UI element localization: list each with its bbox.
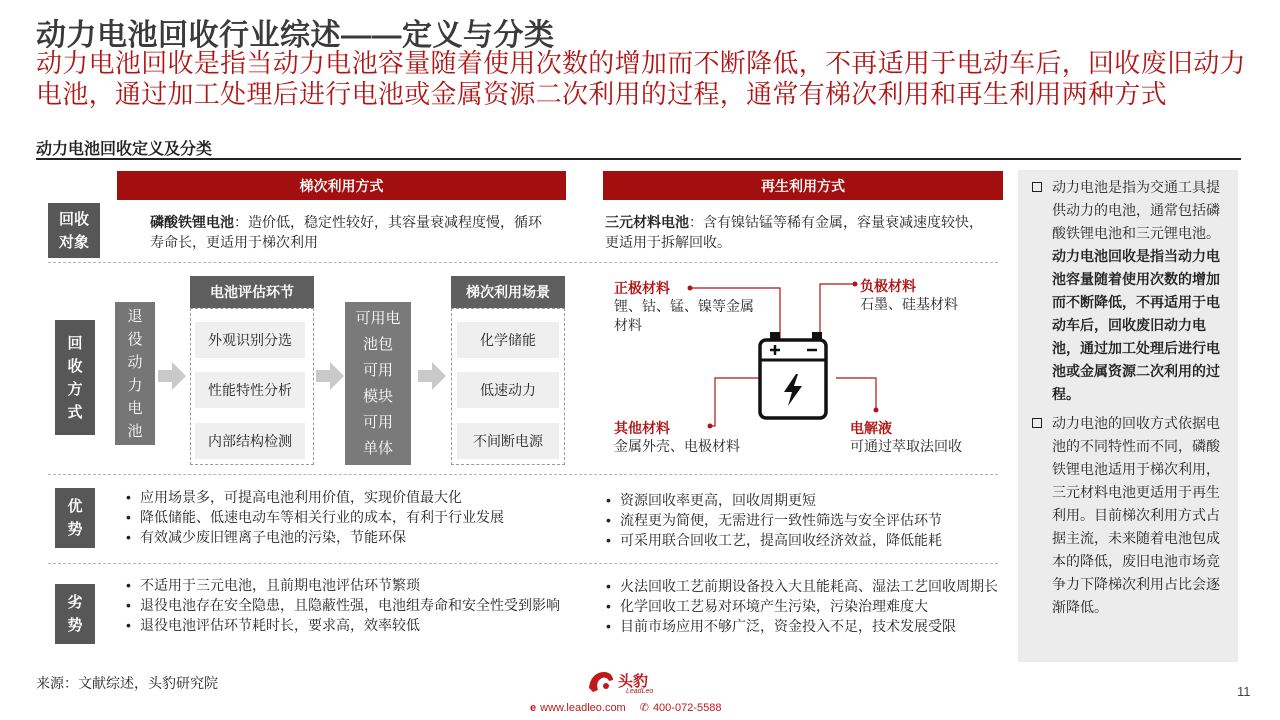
cascade-advantages-list: [120, 487, 580, 547]
connector-line: [690, 288, 780, 340]
row-label-char: 式: [67, 403, 83, 421]
row-label-char: 势: [67, 617, 83, 634]
list-item: • 化学回收工艺易对环境产生污染，污染治理难度大: [600, 596, 1012, 616]
phone-icon: ✆: [639, 702, 649, 714]
list-item: • 目前市场应用不够广泛，资金投入不足，技术发展受限: [600, 616, 1012, 636]
list-item: • 资源回收率更高，回收周期更短: [600, 490, 1010, 510]
row-label-recycle-target: [48, 203, 100, 258]
evaluation-item: 性能特性分析: [195, 372, 305, 408]
page-subtitle: 动力电池回收是指当动力电池容量随着使用次数的增加而不断降低，不再适用于电动车后，回收废旧动力电池，通过加工处理后进行电池或金属资源二次利用的过程，通常有梯次利用和再生利用两种方式: [36, 48, 1246, 109]
section-divider: [36, 158, 1241, 160]
sidebar-paragraph: [1032, 412, 1232, 619]
electrolyte-label: 电解液: [850, 420, 892, 436]
usable-line: 单体: [362, 439, 393, 457]
retired-char: 动: [127, 353, 143, 371]
row-label-line: 对象: [58, 233, 89, 251]
list-item: • 退役电池存在安全隐患，且隐蔽性强，电池组寿命和安全性受到影响: [120, 595, 580, 615]
sidebar-text: 动力电池的回收方式依据电池的不同特性而不同，磷酸铁锂电池适用于梯次利用，三元材料电池更适用于再生利用。目前梯次利用方式占据主流，未来随着电池包成本的降低，废旧电池市场竞争力下降梯次利用占比会逐渐降低。: [1052, 415, 1220, 615]
list-item: • 有效减少废旧锂离子电池的污染，节能环保: [120, 527, 580, 547]
flow-arrow-icon: [316, 362, 346, 390]
sidebar-text: 动力电池是指为交通工具提供动力的电池，通常包括磷酸铁锂电池和三元锂电池。: [1052, 179, 1220, 241]
connector-line: [820, 284, 855, 340]
lfp-name: 磷酸铁锂电池: [150, 214, 234, 230]
cascade-use-header: 梯次利用方式: [117, 171, 566, 200]
evaluation-header: 电池评估环节: [190, 276, 314, 308]
contact-info: [530, 701, 721, 714]
list-item: • 退役电池评估环节耗时长，要求高，效率较低: [120, 615, 580, 635]
retired-char: 退: [127, 307, 143, 325]
retired-char: 役: [127, 330, 143, 348]
electrolyte-desc: 可通过萃取法回收: [850, 438, 962, 454]
list-item: • 火法回收工艺前期设备投入大且能耗高、湿法工艺回收周期长: [600, 576, 1012, 596]
row-label-disadvantages: [55, 584, 95, 644]
ncm-text: ：含有镍钴锰等稀有金属，容量衰减速度较快，更适用于拆解回收。: [605, 214, 983, 250]
row-divider: [48, 563, 998, 564]
retired-char: 力: [127, 376, 143, 394]
list-item: • 降低储能、低速电动车等相关行业的成本，有利于行业发展: [120, 507, 580, 527]
usable-battery-box: [345, 302, 411, 465]
cathode-label: 正极材料: [614, 280, 670, 296]
checkbox-bullet-icon: [1032, 418, 1042, 428]
list-item: • 应用场景多，可提高电池利用价值，实现价值最大化: [120, 487, 580, 507]
leopard-logo-icon: [586, 668, 616, 696]
retired-char: 电: [127, 399, 143, 417]
evaluation-item: 内部结构检测: [195, 423, 305, 459]
anode-label: 负极材料: [860, 278, 916, 294]
row-label-char: 势: [67, 521, 83, 538]
cascade-disadvantages-list: [120, 575, 580, 635]
flow-arrow-icon: [418, 362, 448, 390]
website-link[interactable]: www.leadleo.com: [540, 701, 626, 714]
sidebar-bold-text: 动力电池回收是指当动力电池容量随着使用次数的增加而不断降低，不再适用于电动车后，回收废旧动力电池，通过加工处理后进行电池或金属资源二次利用的过程。: [1052, 248, 1220, 402]
row-label-char: 优: [67, 498, 83, 515]
row-divider: [48, 474, 998, 475]
usable-line: 可用电: [355, 309, 401, 327]
connector-line: [710, 378, 760, 426]
row-label-char: 收: [67, 357, 83, 375]
connector-dot: [688, 286, 693, 291]
list-item: • 可采用联合回收工艺，提高回收经济效益，降低能耗: [600, 530, 1010, 550]
row-label-char: 回: [67, 334, 83, 352]
page-number: 11: [1237, 684, 1251, 699]
usable-line: 可用: [362, 413, 393, 431]
scene-item: 化学储能: [457, 322, 559, 358]
list-item: • 流程更为简便，无需进行一致性筛选与安全评估环节: [600, 510, 1010, 530]
ncm-description: [605, 212, 995, 252]
source-note: 来源：文献综述，头豹研究院: [36, 675, 218, 691]
connector-dot: [874, 408, 879, 413]
connector-line: [836, 378, 876, 410]
battery-diagram: [600, 270, 1000, 440]
flow-arrow-icon: [158, 362, 188, 390]
logo-english: LeadLeo: [626, 688, 654, 695]
lfp-description: [150, 212, 550, 252]
cathode-desc: 锂、钴、锰、镍等金属材料: [614, 298, 754, 333]
scene-item: 不间断电源: [457, 423, 559, 459]
battery-icon: [760, 332, 826, 418]
other-material-desc: 金属外壳、电极材料: [614, 438, 740, 454]
phone-number: 400-072-5588: [652, 701, 722, 714]
page-title: 动力电池回收行业综述——定义与分类: [36, 19, 555, 52]
section-title: 动力电池回收定义及分类: [36, 141, 213, 158]
row-label-advantages: [55, 488, 95, 548]
anode-desc: 石墨、硅基材料: [860, 296, 958, 312]
row-label-char: 劣: [67, 594, 83, 611]
list-item: • 不适用于三元电池，且前期电池评估环节繁琐: [120, 575, 580, 595]
recycling-advantages-list: [600, 490, 1010, 550]
web-icon: e: [530, 701, 537, 714]
scene-item: 低速动力: [457, 372, 559, 408]
recycling-disadvantages-list: [600, 576, 1012, 636]
sidebar-summary: [1018, 170, 1238, 662]
connector-dot: [708, 424, 713, 429]
row-label-char: 方: [67, 380, 83, 398]
row-divider: [48, 262, 998, 263]
usable-line: 模块: [362, 387, 393, 405]
checkbox-bullet-icon: [1032, 182, 1042, 192]
retired-battery-box: [115, 302, 155, 445]
lfp-text: ：造价低，稳定性较好，其容量衰减程度慢，循环寿命长，更适用于梯次利用: [150, 214, 542, 250]
sidebar-paragraph: [1032, 176, 1232, 406]
row-label-recycle-method: [55, 320, 95, 435]
usable-line: 可用: [362, 361, 393, 379]
logo-chinese: 头豹: [618, 673, 649, 690]
evaluation-item: 外观识别分选: [195, 322, 305, 358]
usable-line: 池包: [362, 335, 393, 353]
row-label-line: 回收: [58, 210, 89, 228]
ncm-name: 三元材料电池: [605, 214, 689, 230]
connector-dot: [853, 282, 858, 287]
other-material-label: 其他材料: [614, 420, 670, 436]
recycling-use-header: 再生利用方式: [603, 171, 1003, 200]
retired-char: 池: [127, 422, 143, 440]
scene-header: 梯次利用场景: [451, 276, 565, 308]
